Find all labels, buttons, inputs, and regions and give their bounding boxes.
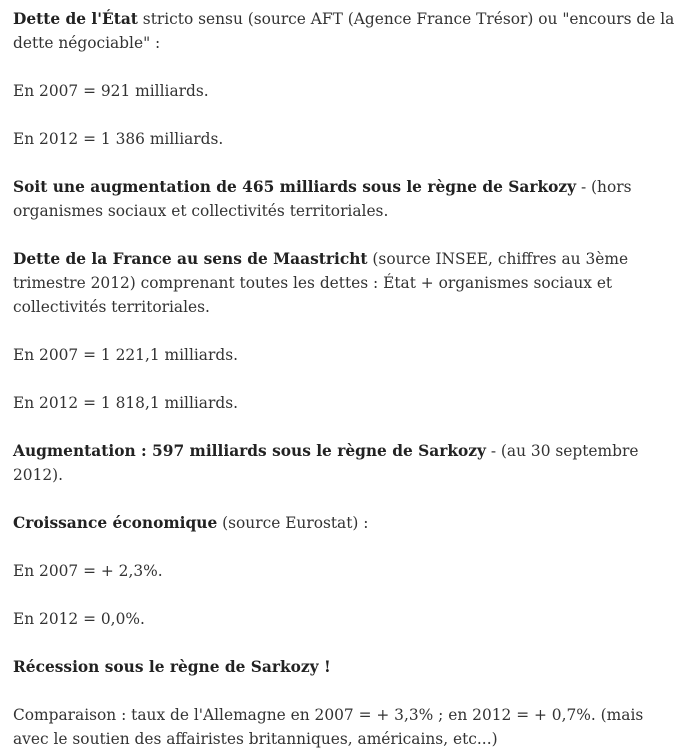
state-debt-2012: En 2012 = 1 386 milliards. [13,130,224,148]
growth-source: (source Eurostat) : [217,514,369,532]
article-body [13,7,677,751]
state-debt-source: stricto sensu (source AFT (Agence France Trésor) ou "encours de la dette négociable" : [13,10,675,52]
growth-heading: Croissance économique [13,514,218,532]
maastricht-debt-2012: En 2012 = 1 818,1 milliards. [13,394,238,412]
state-debt-increase: Soit une augmentation de 465 milliards sous le règne de Sarkozy [13,178,577,196]
maastricht-increase: Augmentation : 597 milliards sous le règne de Sarkozy [13,442,486,460]
state-debt-paragraph [13,7,677,55]
maastricht-debt-heading: Dette de la France au sens de Maastricht [13,250,368,268]
growth-paragraph [13,511,677,535]
maastricht-debt-2007: En 2007 = 1 221,1 milliards. [13,346,238,364]
recession-paragraph [13,655,677,679]
recession-heading: Récession sous le règne de Sarkozy ! [13,658,331,676]
state-debt-heading: Dette de l'État [13,10,138,28]
growth-2007: En 2007 = + 2,3%. [13,562,163,580]
state-debt-increase-paragraph [13,175,677,223]
maastricht-debt-source: (source INSEE, chiffres au 3ème trimestre 2012) comprenant toutes les dettes : État + organismes sociaux et collectivités territoriales. [13,250,629,316]
state-debt-increase-note: - (hors organismes sociaux et collectivités territoriales. [13,178,632,220]
state-debt-2007: En 2007 = 921 milliards. [13,82,209,100]
maastricht-increase-paragraph [13,439,677,487]
maastricht-increase-date: - (au 30 septembre 2012). [13,442,639,484]
germany-comparison: Comparaison : taux de l'Allemagne en 2007 = + 3,3% ; en 2012 = + 0,7%. (mais avec le soutien des affairistes britanniques, américains, etc...) [13,706,644,748]
maastricht-debt-paragraph [13,247,677,319]
growth-2012: En 2012 = 0,0%. [13,610,145,628]
